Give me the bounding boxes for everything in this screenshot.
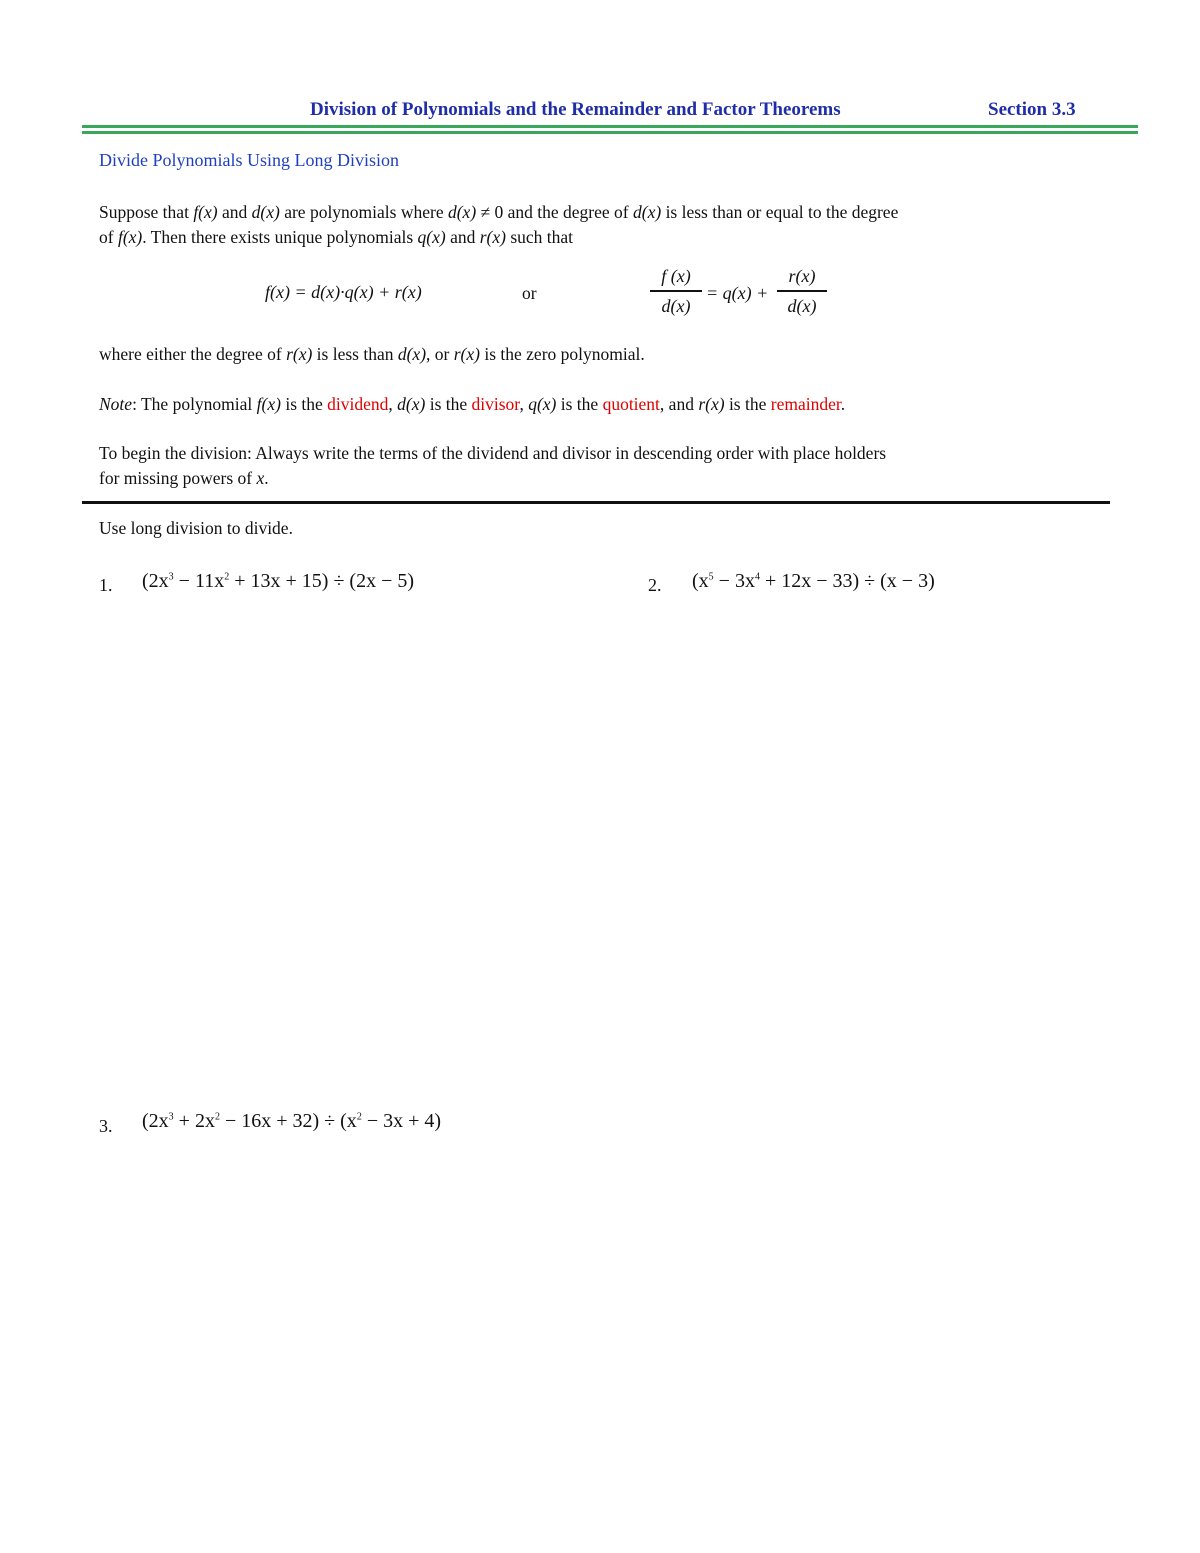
fraction-f-over-d	[650, 266, 702, 317]
term-remainder: remainder	[770, 394, 841, 414]
where-paragraph: where either the degree of r(x) is less than d(x), or r(x) is the zero polynomial.	[99, 344, 645, 364]
equation-or: or	[522, 283, 537, 303]
section-heading: Divide Polynomials Using Long Division	[99, 150, 400, 170]
intro-paragraph: Suppose that f(x) and d(x) are polynomials where d(x) ≠ 0 and the degree of d(x) is less than or equal to the degree of f(x). Then there exists unique polynomials q(x) and r(x) such that	[99, 202, 899, 247]
header-rule-bottom	[82, 131, 1138, 134]
fraction-bar	[777, 290, 827, 292]
fraction-bar	[650, 290, 702, 292]
fraction-r-over-d	[777, 266, 827, 317]
begin-paragraph: To begin the division: Always write the terms of the dividend and divisor in descending order with place holders for missing powers of x.	[99, 443, 887, 488]
problem-2-expression: $(x^5 - 3x^4 + 12x - 33) \div (x - 3)$	[692, 570, 935, 592]
term-quotient: quotient	[602, 394, 660, 414]
instruction-text: Use long division to divide.	[99, 518, 293, 538]
problem-2-number: 2.	[648, 575, 662, 595]
fraction-numerator: r(x)	[788, 266, 816, 286]
fraction-denominator: d(x)	[661, 295, 691, 316]
problem-1-number: 1.	[99, 575, 113, 595]
problem-3-expression: $(2x^3 + 2x^2 - 16x + 32) \div (x^2 - 3x + 4)$	[142, 1110, 442, 1132]
term-divisor: divisor	[471, 394, 520, 414]
fraction-numerator: f (x)	[661, 266, 691, 286]
page-title: Division of Polynomials and the Remainder and Factor Theorems	[310, 99, 841, 120]
fraction-denominator: d(x)	[787, 295, 817, 316]
note-paragraph: Note: The polynomial f(x) is the dividend, d(x) is the divisor, q(x) is the quotient, and r(x) is the remainder.	[99, 394, 846, 414]
term-dividend: dividend	[327, 394, 389, 414]
header-rule-top	[82, 125, 1138, 128]
problem-3-number: 3.	[99, 1116, 113, 1136]
divider-rule	[82, 501, 1110, 504]
problem-1-expression: $(2x^3 - 11x^2 + 13x + 15) \div (2x - 5)$	[142, 570, 415, 592]
note-label: Note	[99, 394, 133, 414]
equation-product-form: f(x) = d(x)·q(x) + r(x)	[265, 282, 422, 302]
equation-quotient-plus: = q(x) +	[706, 283, 769, 303]
section-number: Section 3.3	[988, 99, 1076, 120]
